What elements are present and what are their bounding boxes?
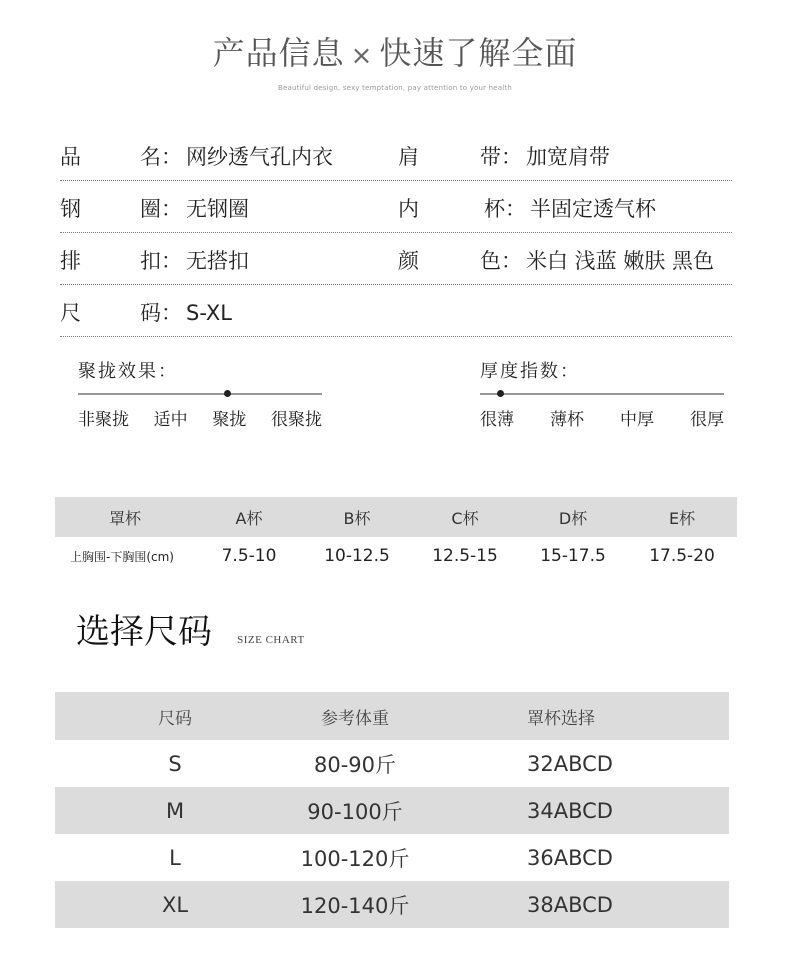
gauge-marker [224, 390, 231, 397]
spec-key-char: 圈： 无钢圈 [140, 197, 249, 221]
gauge-track [480, 393, 724, 395]
table-header-cell: C杯 [411, 497, 519, 537]
table-header-cell: 罩杯 [55, 497, 195, 537]
table-cell: 10-12.5 [324, 546, 390, 566]
gauge-label: 非聚拢 [78, 410, 129, 430]
gauge-label: 很聚拢 [270, 410, 322, 430]
gauge-label: 中厚 [620, 410, 654, 430]
title-left: 产品信息 [212, 34, 345, 72]
spec-value: 无搭扣 [186, 249, 249, 273]
spec-key-char: 肩 [398, 145, 419, 169]
spec-key-char: 码： S-XL [140, 301, 232, 325]
spec-key-char: 名： 网纱透气孔内衣 [140, 145, 333, 169]
table-cell: 32ABCD [527, 751, 613, 776]
table-row [55, 881, 729, 928]
table-row [55, 834, 729, 881]
page-title [0, 28, 790, 74]
table-header-cell: B杯 [303, 497, 411, 537]
table-cell: L [169, 845, 181, 870]
table-header-row [55, 692, 729, 740]
table-cell: 15-17.5 [540, 546, 606, 566]
table-header-cell: 罩杯选择 [415, 692, 729, 740]
table-cell: S [168, 751, 182, 776]
table-header-row [55, 497, 737, 537]
spec-key-char: 内 [398, 197, 419, 221]
table-cell: XL [55, 881, 295, 928]
spec-row-2 [60, 181, 732, 233]
table-cell: M [55, 787, 295, 834]
gauge-labels [480, 405, 724, 430]
cup-size-table [55, 497, 737, 575]
spec-row-3 [60, 233, 732, 285]
spec-key-char: 颜 [398, 249, 419, 273]
table-header-cell: 参考体重 [295, 692, 415, 740]
page-header [0, 28, 790, 92]
table-header-cell: A杯 [195, 497, 303, 537]
table-cell: 90-100斤 [295, 787, 415, 834]
spec-row-1 [60, 129, 732, 181]
spec-key-char: 尺 [60, 301, 81, 325]
table-cell: 38ABCD [415, 881, 729, 928]
table-cell: 80-90斤 [313, 752, 397, 777]
gauge-title: 厚度指数： [480, 361, 580, 382]
gauge-track [78, 393, 322, 395]
thickness-gauge [480, 357, 724, 430]
title-separator: × [350, 41, 374, 71]
spec-value: 加宽肩带 [526, 145, 610, 169]
size-chart-title: 选择尺码 [76, 612, 212, 652]
size-chart-subtitle: SIZE CHART [237, 634, 305, 646]
gauge-marker [497, 390, 504, 397]
spec-value: 网纱透气孔内衣 [186, 145, 333, 169]
title-right: 快速了解全面 [379, 34, 578, 72]
table-cell: 120-140斤 [295, 881, 415, 928]
spec-value: 半固定透气杯 [530, 197, 656, 221]
gauge-label: 聚拢 [212, 410, 247, 430]
spec-row-4 [60, 285, 732, 337]
table-cell: 34ABCD [415, 787, 729, 834]
gauge-label: 适中 [153, 410, 188, 430]
page-subtitle: Beautiful design, sexy temptation, pay attention to your health [277, 84, 513, 92]
table-cell: 100-120斤 [300, 846, 410, 871]
table-cell: 7.5-10 [221, 546, 277, 566]
gauge-labels [78, 405, 322, 430]
size-chart-heading [76, 604, 305, 653]
table-cell: 17.5-20 [649, 546, 715, 566]
spec-key-char: 色： 米白 浅蓝 嫩肤 黑色 [480, 249, 715, 273]
table-header-cell: E杯 [627, 497, 737, 537]
size-chart-table [55, 692, 729, 928]
gauge-label: 很薄 [480, 410, 514, 430]
spec-key-char: 杯： 半固定透气杯 [484, 197, 656, 221]
spec-key-char: 带： 加宽肩带 [480, 145, 610, 169]
table-cell: 12.5-15 [432, 546, 498, 566]
spec-key-char: 扣： 无搭扣 [140, 249, 249, 273]
spec-value: S-XL [186, 301, 232, 325]
spec-key-char: 品 [60, 145, 81, 169]
table-header-cell: 尺码 [55, 692, 295, 740]
spec-value: 米白 浅蓝 嫩肤 黑色 [526, 249, 715, 273]
table-row-label: 上胸围-下胸围(cm) [70, 549, 174, 564]
table-header-cell: D杯 [519, 497, 627, 537]
table-row [55, 787, 729, 834]
gauge-label: 薄杯 [550, 410, 584, 430]
spec-value: 无钢圈 [186, 197, 249, 221]
table-cell: 36ABCD [527, 845, 613, 870]
gauge-label: 很厚 [690, 410, 724, 430]
push-up-gauge [78, 357, 322, 430]
gauge-title: 聚拢效果： [78, 361, 178, 382]
spec-key-char: 钢 [60, 197, 81, 221]
spec-key-char: 排 [60, 249, 81, 273]
table-row [55, 740, 729, 787]
table-row [55, 537, 737, 575]
